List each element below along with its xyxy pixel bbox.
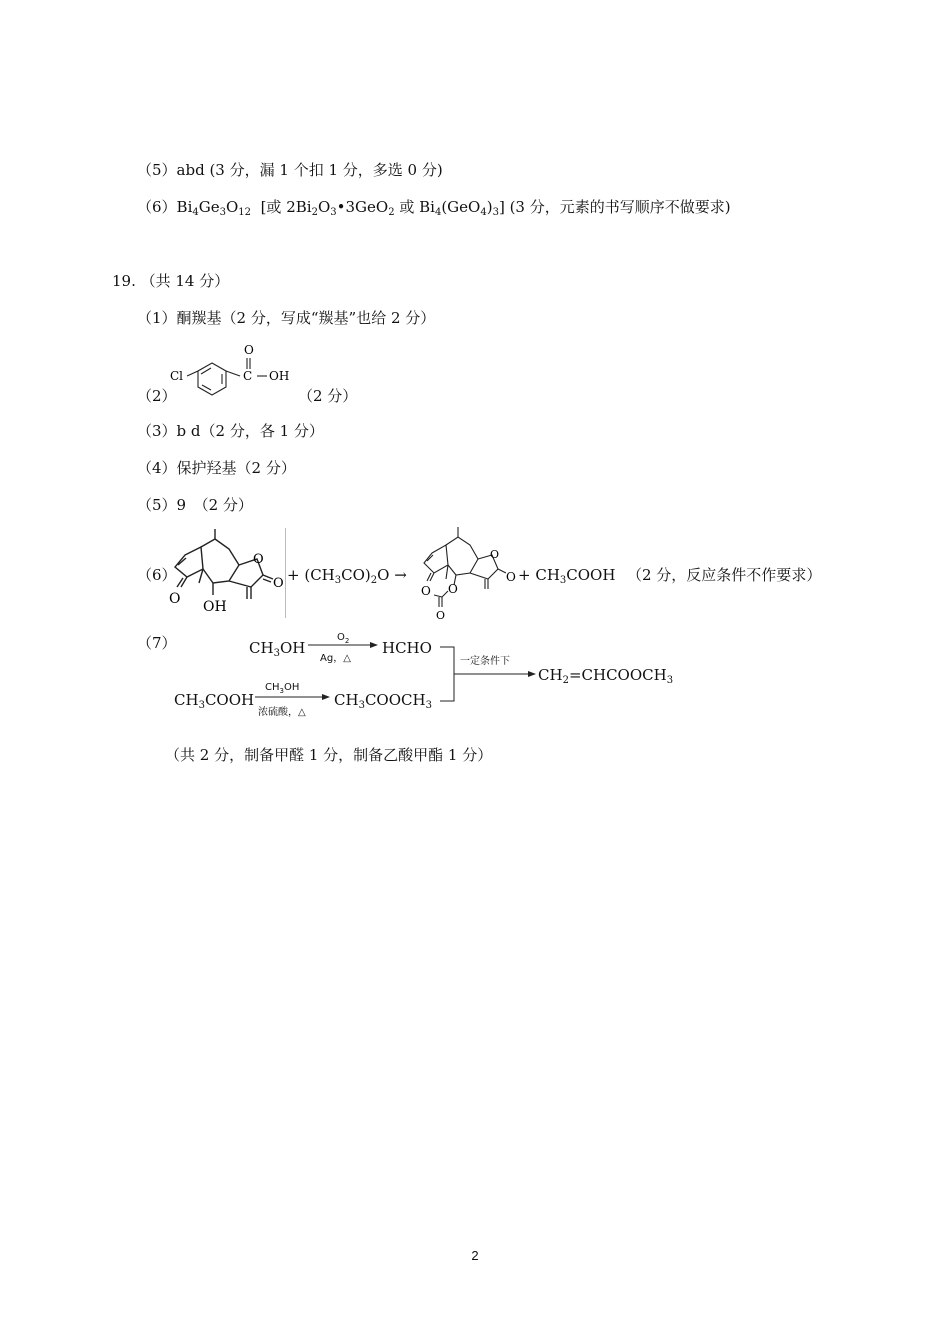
arrow2-condition: 浓硫酸，△ bbox=[258, 707, 306, 718]
q19-item6-score: （2 分，反应条件不作要求） bbox=[627, 566, 822, 584]
arrow2 bbox=[255, 692, 330, 702]
struct-label-oh: OH bbox=[203, 599, 227, 615]
q19-item1: （1）酮羰基（2 分，写成“羰基”也给 2 分） bbox=[137, 309, 436, 327]
q18-item6-label: （6） bbox=[137, 198, 177, 216]
acetic-acid-formula: $CH_3COOH$ bbox=[174, 691, 255, 711]
q19-item2-label: （2） bbox=[137, 387, 177, 405]
page-number: 2 bbox=[471, 1248, 479, 1263]
product-label-ester-o: O bbox=[448, 582, 458, 596]
q18-item5: （5）abd (3 分，漏 1 个扣 1 分，多选 0 分) bbox=[137, 161, 443, 179]
product-label-ring-o: O bbox=[490, 548, 500, 561]
reagent-acetic-anhydride: + $(CH_3CO)_2O$ → bbox=[287, 566, 407, 586]
formula-bi4ge3o12: $Bi_4Ge_3O_{12}$ bbox=[176, 198, 252, 218]
q19-item6-label: （6） bbox=[137, 566, 177, 584]
merge-bracket-arrow bbox=[438, 645, 538, 705]
struct-label-oh: OH bbox=[269, 369, 290, 383]
formula-oxides: $2Bi_2O_3•3GeO_2$ bbox=[286, 198, 395, 218]
arrow1-reagent: $O_2$ bbox=[337, 632, 350, 645]
struct-label-carbonyl-o: O bbox=[273, 576, 284, 591]
q18-item6-note: (3 分，元素的书写顺序不做要求) bbox=[504, 198, 731, 216]
q19-item5: （5）9 （2 分） bbox=[137, 496, 253, 514]
arrow1-condition: Ag，△ bbox=[320, 653, 351, 664]
product-label-ketone-o: O bbox=[421, 584, 431, 598]
q19-item2-score: （2 分） bbox=[298, 387, 358, 405]
formaldehyde-formula: HCHO bbox=[382, 639, 432, 657]
product-structure bbox=[418, 525, 523, 620]
struct-label-c: C bbox=[243, 369, 253, 383]
product-label-carbonyl-o: O bbox=[506, 570, 516, 584]
arrow3-condition: 一定条件下 bbox=[460, 656, 510, 667]
q19-header: 19. （共 14 分） bbox=[112, 272, 230, 290]
q19-item3: （3）b d（2 分，各 1 分） bbox=[137, 422, 324, 440]
chlorobenzoic-acid-structure bbox=[160, 338, 300, 408]
arrow2-reagent: $CH_3OH$ bbox=[265, 682, 300, 695]
q19-item7-score: （共 2 分，制备甲醛 1 分，制备乙酸甲酯 1 分） bbox=[165, 746, 493, 764]
product-acetic-acid: + $CH_3COOH$ bbox=[518, 566, 616, 586]
q19-item4: （4）保护羟基（2 分） bbox=[137, 459, 296, 477]
struct-label-ring-o: O bbox=[253, 552, 264, 567]
product-label-acetyl-o: O bbox=[436, 609, 446, 622]
q18-item6: $(6)Bi_4Ge_3O_{12}$ [或 $2Bi_2O_3•3GeO_2$ 或 $Bi_4(GeO_4)_3$] (3 分，元素的书写顺序不做要求) bbox=[137, 198, 731, 218]
q19-item7-label: （7） bbox=[137, 634, 177, 652]
struct-label-cl: Cl bbox=[170, 369, 184, 383]
arrow1 bbox=[308, 640, 378, 650]
struct-label-ketone-o: O bbox=[169, 591, 181, 607]
formula-bi4-geo4-3: $Bi_4(GeO_4)_3$ bbox=[419, 198, 499, 218]
struct-label-o: O bbox=[244, 343, 254, 357]
methyl-acetate-formula: $CH_3COOCH_3$ bbox=[334, 691, 432, 711]
methyl-acrylate-formula: $CH_2=CHCOOCH_3$ bbox=[538, 666, 674, 686]
image-edge-divider bbox=[285, 528, 286, 618]
reactant-structure bbox=[165, 525, 290, 620]
methanol-formula: $CH_3OH$ bbox=[249, 639, 306, 659]
